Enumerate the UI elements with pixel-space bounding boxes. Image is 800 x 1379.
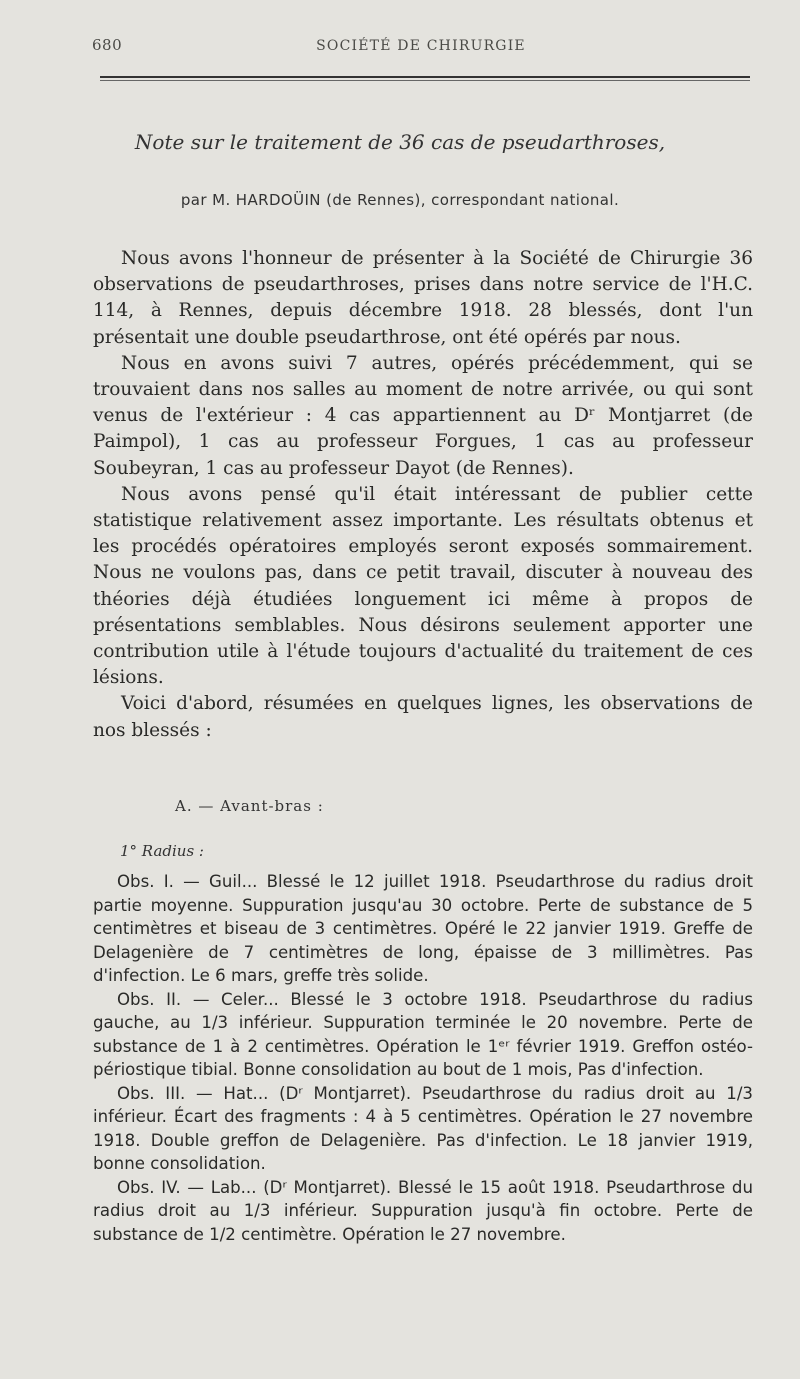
observation-paragraph: Obs. III. — Hat... (Dʳ Montjarret). Pseudarthrose du radius droit au 1/3 inférieur. Écart des fragments : 4 à 5 centimètres. Opération le 27 novembre 1918. Double greffon de Delagenière. Pas d'infection. Le 18 janvier 1919, bonne consolidation. bbox=[93, 1083, 753, 1173]
observation-paragraph: Obs. I. — Guil... Blessé le 12 juillet 1918. Pseudarthrose du radius droit partie moyenne. Suppuration jusqu'au 30 octobre. Perte de substance de 5 centimètres et biseau de 3 centimètres. Opéré le 22 janvier 1919. Greffe de Delagenière de 7 centimètres de long, épaisse de 3 millimètres. Pas d'infection. Le 6 mars, greffe très solide. bbox=[93, 872, 753, 985]
page-number: 680 bbox=[92, 36, 123, 54]
observation-paragraph: Obs. II. — Celer... Blessé le 3 octobre 1918. Pseudarthrose du radius gauche, au 1/3 inférieur. Suppuration terminée le 20 novembre. Perte de substance de 1 à 2 centimètres. Opération le 1ᵉʳ février 1919. Greffon ostéo-périostique tibial. Bonne consolidation au bout de 1 mois, Pas d'infection. bbox=[93, 989, 753, 1079]
page-header bbox=[92, 36, 750, 60]
intro-paragraph: Nous en avons suivi 7 autres, opérés précédemment, qui se trouvaient dans nos salles au moment de notre arrivée, ou qui sont venus de l'extérieur : 4 cas appartiennent au Dʳ Montjarret (de Paimpol), 1 cas au professeur Forgues, 1 cas au professeur Soubeyran, 1 cas au professeur Dayot (de Rennes). bbox=[93, 352, 753, 479]
section-heading: A. — Avant-bras : bbox=[175, 797, 324, 815]
intro-paragraph: Nous avons pensé qu'il était intéressant de publier cette statistique relativement assez importante. Les résultats obtenus et les procédés opératoires employés seront exposés sommairement. Nous ne voulons pas, dans ce petit travail, discuter à nouveau des théories déjà étudiées longuement ici même à propos de présentations semblables. Nous désirons seulement apporter une contribution utile à l'étude toujours d'actualité du traitement de ces lésions. bbox=[93, 483, 753, 689]
intro-paragraph: Voici d'abord, résumées en quelques lignes, les observations de nos blessés : bbox=[93, 693, 753, 741]
article-byline: par M. HARDOÜIN (de Rennes), correspondant national. bbox=[180, 191, 620, 209]
running-title: SOCIÉTÉ DE CHIRURGIE bbox=[316, 38, 526, 54]
section-subheading bbox=[120, 842, 204, 860]
intro-paragraph: Nous avons l'honneur de présenter à la Société de Chirurgie 36 observations de pseudarthroses, prises dans notre service de l'H.C. 114, à Rennes, depuis décembre 1918. 28 blessés, dont l'un présentait une double pseudarthrose, ont été opérés par nous. bbox=[93, 248, 753, 348]
observations-text bbox=[93, 870, 753, 1246]
intro-text bbox=[93, 246, 753, 744]
header-rule bbox=[100, 76, 750, 78]
article-title: Note sur le traitement de 36 cas de pseudarthroses, bbox=[134, 130, 666, 154]
observation-paragraph: Obs. IV. — Lab... (Dʳ Montjarret). Blessé le 15 août 1918. Pseudarthrose du radius droit au 1/3 inférieur. Suppuration jusqu'à fin octobre. Perte de substance de 1/2 centimètre. Opération le 27 novembre. bbox=[93, 1177, 753, 1244]
header-rule-thin bbox=[100, 80, 750, 81]
subheading-text: 1° Radius : bbox=[120, 842, 204, 860]
